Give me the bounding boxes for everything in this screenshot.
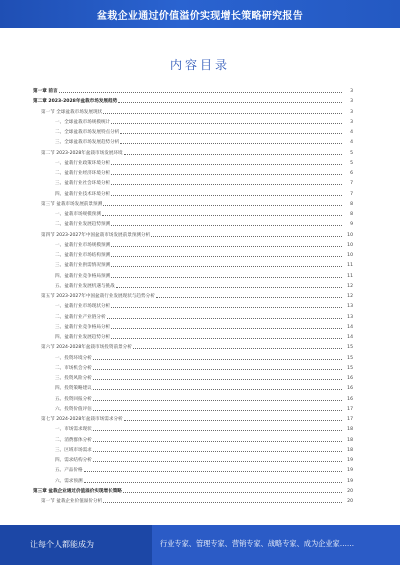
- toc-entry-label: 一、盆栽市场规模预测: [55, 212, 101, 217]
- toc-leader-dots: [93, 410, 342, 411]
- toc-entry-label: 五、产品价格: [55, 468, 83, 474]
- toc-entry-page: 15: [347, 345, 353, 351]
- toc-leader-dots: [111, 225, 342, 226]
- toc-entry[interactable]: [33, 249, 353, 258]
- toc-entry[interactable]: [33, 352, 353, 361]
- toc-entry[interactable]: [33, 444, 353, 453]
- toc-entry-page: 3: [350, 89, 353, 94]
- toc-entry-label: 第三节 盆栽市场发展前景预测: [41, 201, 103, 207]
- toc-entry-label: 三、投资风险分析: [55, 376, 92, 381]
- report-title: 盆栽企业通过价值溢价实现增长策略研究报告: [97, 11, 303, 22]
- toc-entry[interactable]: [33, 403, 353, 412]
- toc-leader-dots: [151, 236, 342, 237]
- toc-entry-page: 7: [350, 191, 353, 197]
- toc-leader-dots: [111, 307, 342, 308]
- toc-leader-dots: [93, 451, 342, 452]
- toc-entry[interactable]: [33, 290, 353, 299]
- toc-leader-dots: [111, 328, 342, 329]
- toc-entry-page: 4: [350, 140, 353, 146]
- toc-leader-dots: [111, 256, 342, 257]
- toc-leader-dots: [118, 102, 342, 103]
- toc-entry-label: 四、盆栽行业竞争格局预测: [55, 273, 111, 279]
- toc-entry-page: 14: [347, 324, 353, 330]
- toc-entry-label: 二、盆栽行业经济环境分析: [55, 171, 111, 176]
- toc-entry[interactable]: [33, 208, 353, 217]
- toc-leader-dots: [93, 359, 342, 360]
- toc-leader-dots: [111, 266, 342, 267]
- toc-leader-dots: [120, 143, 342, 144]
- toc-leader-dots: [84, 482, 342, 483]
- toc-entry-label: 第三章 盆栽企业通过价值溢价实现增长策略: [33, 488, 122, 494]
- toc-entry-label: 三、盆栽行业竞争格局分析: [55, 324, 111, 330]
- toc-entry-page: 12: [347, 294, 353, 299]
- toc-leader-dots: [111, 195, 342, 196]
- toc-leader-dots: [93, 369, 342, 370]
- toc-entry-label: 四、需求结构分析: [55, 458, 92, 463]
- toc-entry-page: 18: [347, 427, 353, 433]
- toc-entry-label: 第二节 2023-2028年盆栽市场发展环境: [41, 150, 123, 156]
- toc-entry-page: 19: [347, 458, 353, 463]
- toc-entry-page: 11: [347, 263, 353, 269]
- toc-entry[interactable]: [33, 116, 353, 125]
- header-bar: [0, 0, 400, 28]
- toc-leader-dots: [84, 471, 342, 472]
- toc-entry[interactable]: [33, 270, 353, 279]
- toc-entry-label: 第五节 2023-2027年中国盆栽行业发展现状与趋势分析: [41, 294, 155, 299]
- toc-entry-page: 13: [347, 304, 353, 310]
- toc-leader-dots: [111, 246, 342, 247]
- toc-leader-dots: [103, 502, 342, 503]
- toc-leader-dots: [111, 174, 342, 175]
- toc-entry-label: 第一章 前言: [33, 89, 58, 94]
- toc-entry-page: 19: [347, 478, 353, 484]
- toc-entry-label: 二、全球盆栽市场发展特点分析: [55, 130, 120, 135]
- toc-entry-label: 第一节 全球盆栽市场发展现状: [41, 109, 103, 115]
- toc-leader-dots: [103, 113, 342, 114]
- toc-entry-label: 三、盆栽行业供需情况预测: [55, 263, 111, 269]
- toc-entry[interactable]: [33, 321, 353, 330]
- toc-leader-dots: [116, 287, 342, 288]
- toc-entry[interactable]: [33, 423, 353, 432]
- toc-entry-page: 3: [350, 99, 353, 105]
- toc-entry-label: 二、盆栽行业发展趋势预测: [55, 222, 111, 228]
- toc-leader-dots: [93, 441, 342, 442]
- toc-entry-label: 一、全球盆栽市场规模统计: [55, 119, 111, 125]
- toc-entry-label: 第四节 2023-2027年中国盆栽市场发展前景预测分析: [41, 232, 151, 238]
- toc-entry[interactable]: [33, 341, 353, 350]
- toc-leader-dots: [93, 461, 342, 462]
- toc-entry-label: 第七节 2024-2028年盆栽市场需求分析: [41, 417, 123, 422]
- toc-leader-dots: [93, 389, 342, 390]
- toc-leader-dots: [111, 164, 342, 165]
- toc-entry-label: 二、盆栽行业市场结构预测: [55, 253, 111, 258]
- toc-entry-page: 7: [350, 181, 353, 187]
- toc-entry-page: 20: [347, 499, 353, 504]
- toc-entry[interactable]: [33, 413, 353, 422]
- toc-entry-label: 一、盆栽行业政策环境分析: [55, 160, 111, 166]
- toc-entry-label: 三、区域市场需求: [55, 447, 92, 453]
- toc-leader-dots: [111, 277, 342, 278]
- toc-entry-label: 第一节 盆栽企业价值溢价分析: [41, 499, 103, 504]
- footer-slogan: 让每个人都能成为: [30, 540, 94, 549]
- toc-entry-page: 5: [350, 150, 353, 156]
- toc-entry[interactable]: [33, 198, 353, 207]
- toc-entry-page: 10: [347, 253, 353, 258]
- toc-entry-label: 一、投资环境分析: [55, 355, 92, 361]
- footer-tagline: 行业专家、管理专家、营销专家、战略专家、成为企业家……: [160, 539, 355, 548]
- toc-entry-label: 六、需求预测: [55, 478, 83, 484]
- toc-entry[interactable]: [33, 85, 353, 94]
- toc-entry[interactable]: [33, 239, 353, 248]
- toc-entry-page: 16: [347, 386, 353, 392]
- toc-entry[interactable]: [33, 229, 353, 238]
- toc-entry[interactable]: [33, 136, 353, 145]
- toc-entry-label: 三、全球盆栽市场发展趋势分析: [55, 140, 120, 146]
- toc-entry[interactable]: [33, 464, 353, 473]
- toc-leader-dots: [124, 154, 342, 155]
- toc-entry-label: 二、消费群体分析: [55, 437, 92, 443]
- toc-entry-page: 3: [350, 119, 353, 125]
- toc-entry-page: 15: [347, 355, 353, 361]
- table-of-contents: [33, 85, 353, 505]
- toc-entry-page: 9: [350, 222, 353, 228]
- toc-entry[interactable]: [33, 167, 353, 176]
- toc-entry-label: 三、盆栽行业社会环境分析: [55, 181, 111, 187]
- toc-entry-page: 14: [347, 335, 353, 340]
- toc-entry-page: 3: [350, 109, 353, 115]
- toc-entry[interactable]: [33, 393, 353, 402]
- toc-entry-label: 一、盆栽行业市场现状分析: [55, 304, 111, 310]
- toc-entry[interactable]: [33, 362, 353, 371]
- toc-entry[interactable]: [33, 382, 353, 391]
- toc-entry[interactable]: [33, 300, 353, 309]
- toc-entry[interactable]: [33, 311, 353, 320]
- toc-entry[interactable]: [33, 106, 353, 115]
- toc-entry-label: 第六节 2024-2028年盆栽市场投资前景分析: [41, 345, 132, 351]
- toc-entry-page: 4: [350, 130, 353, 135]
- toc-entry[interactable]: [33, 485, 353, 494]
- toc-entry[interactable]: [33, 495, 353, 504]
- toc-entry-page: 16: [347, 396, 353, 402]
- toc-entry-label: 四、盆栽行业技术环境分析: [55, 191, 111, 197]
- toc-leader-dots: [107, 318, 342, 319]
- toc-entry-page: 17: [347, 406, 353, 412]
- toc-entry-label: 一、市场需求现状: [55, 427, 92, 433]
- toc-entry[interactable]: [33, 454, 353, 463]
- toc-entry-page: 11: [347, 273, 353, 279]
- toc-entry-label: 五、盆栽行业发展机遇与挑战: [55, 283, 115, 289]
- toc-entry-label: 一、盆栽行业市场规模预测: [55, 242, 111, 248]
- toc-entry-page: 10: [347, 232, 353, 238]
- toc-leader-dots: [93, 400, 342, 401]
- toc-entry[interactable]: [33, 126, 353, 135]
- toc-heading: 内容目录: [169, 58, 230, 72]
- toc-entry-page: 16: [347, 376, 353, 381]
- toc-entry-page: 6: [350, 171, 353, 176]
- toc-entry-label: 四、盆栽行业发展趋势分析: [55, 335, 111, 340]
- toc-entry-page: 8: [350, 201, 353, 207]
- toc-leader-dots: [123, 492, 342, 493]
- toc-leader-dots: [133, 348, 342, 349]
- toc-entry[interactable]: [33, 218, 353, 227]
- toc-entry-page: 20: [347, 488, 353, 494]
- toc-leader-dots: [93, 379, 342, 380]
- toc-entry-page: 15: [347, 365, 353, 371]
- footer-bar: [0, 525, 400, 565]
- toc-entry-label: 二、盆栽行业产业链分析: [55, 314, 106, 320]
- toc-entry-label: 四、投资策略建议: [55, 386, 92, 392]
- toc-entry[interactable]: [33, 434, 353, 443]
- toc-leader-dots: [124, 420, 342, 421]
- toc-entry-page: 5: [350, 160, 353, 166]
- toc-entry-label: 六、投资价值评估: [55, 406, 92, 412]
- footer-left-panel: [0, 525, 152, 565]
- toc-leader-dots: [59, 92, 342, 93]
- toc-entry[interactable]: [33, 147, 353, 156]
- toc-leader-dots: [111, 123, 342, 124]
- toc-entry[interactable]: [33, 95, 353, 104]
- toc-leader-dots: [93, 430, 342, 431]
- toc-entry-page: 19: [347, 468, 353, 474]
- toc-leader-dots: [102, 215, 342, 216]
- toc-leader-dots: [156, 297, 342, 298]
- toc-entry-page: 12: [347, 283, 353, 289]
- toc-entry-page: 17: [347, 417, 353, 422]
- toc-entry[interactable]: [33, 188, 353, 197]
- toc-entry[interactable]: [33, 372, 353, 381]
- toc-entry[interactable]: [33, 475, 353, 484]
- toc-entry-page: 18: [347, 437, 353, 443]
- toc-entry-page: 13: [347, 314, 353, 320]
- toc-entry-label: 五、投资回报分析: [55, 396, 92, 402]
- toc-entry-page: 8: [350, 212, 353, 217]
- toc-leader-dots: [111, 184, 342, 185]
- toc-entry[interactable]: [33, 331, 353, 340]
- toc-entry[interactable]: [33, 259, 353, 268]
- toc-leader-dots: [103, 205, 342, 206]
- toc-leader-dots: [111, 338, 342, 339]
- toc-entry-label: 第二章 2023-2028年盆栽市场发展趋势: [33, 99, 118, 105]
- toc-entry[interactable]: [33, 157, 353, 166]
- toc-leader-dots: [120, 133, 342, 134]
- toc-entry[interactable]: [33, 280, 353, 289]
- toc-entry[interactable]: [33, 177, 353, 186]
- toc-entry-page: 10: [347, 242, 353, 248]
- toc-entry-label: 二、市场机会分析: [55, 365, 92, 371]
- toc-entry-page: 18: [347, 447, 353, 453]
